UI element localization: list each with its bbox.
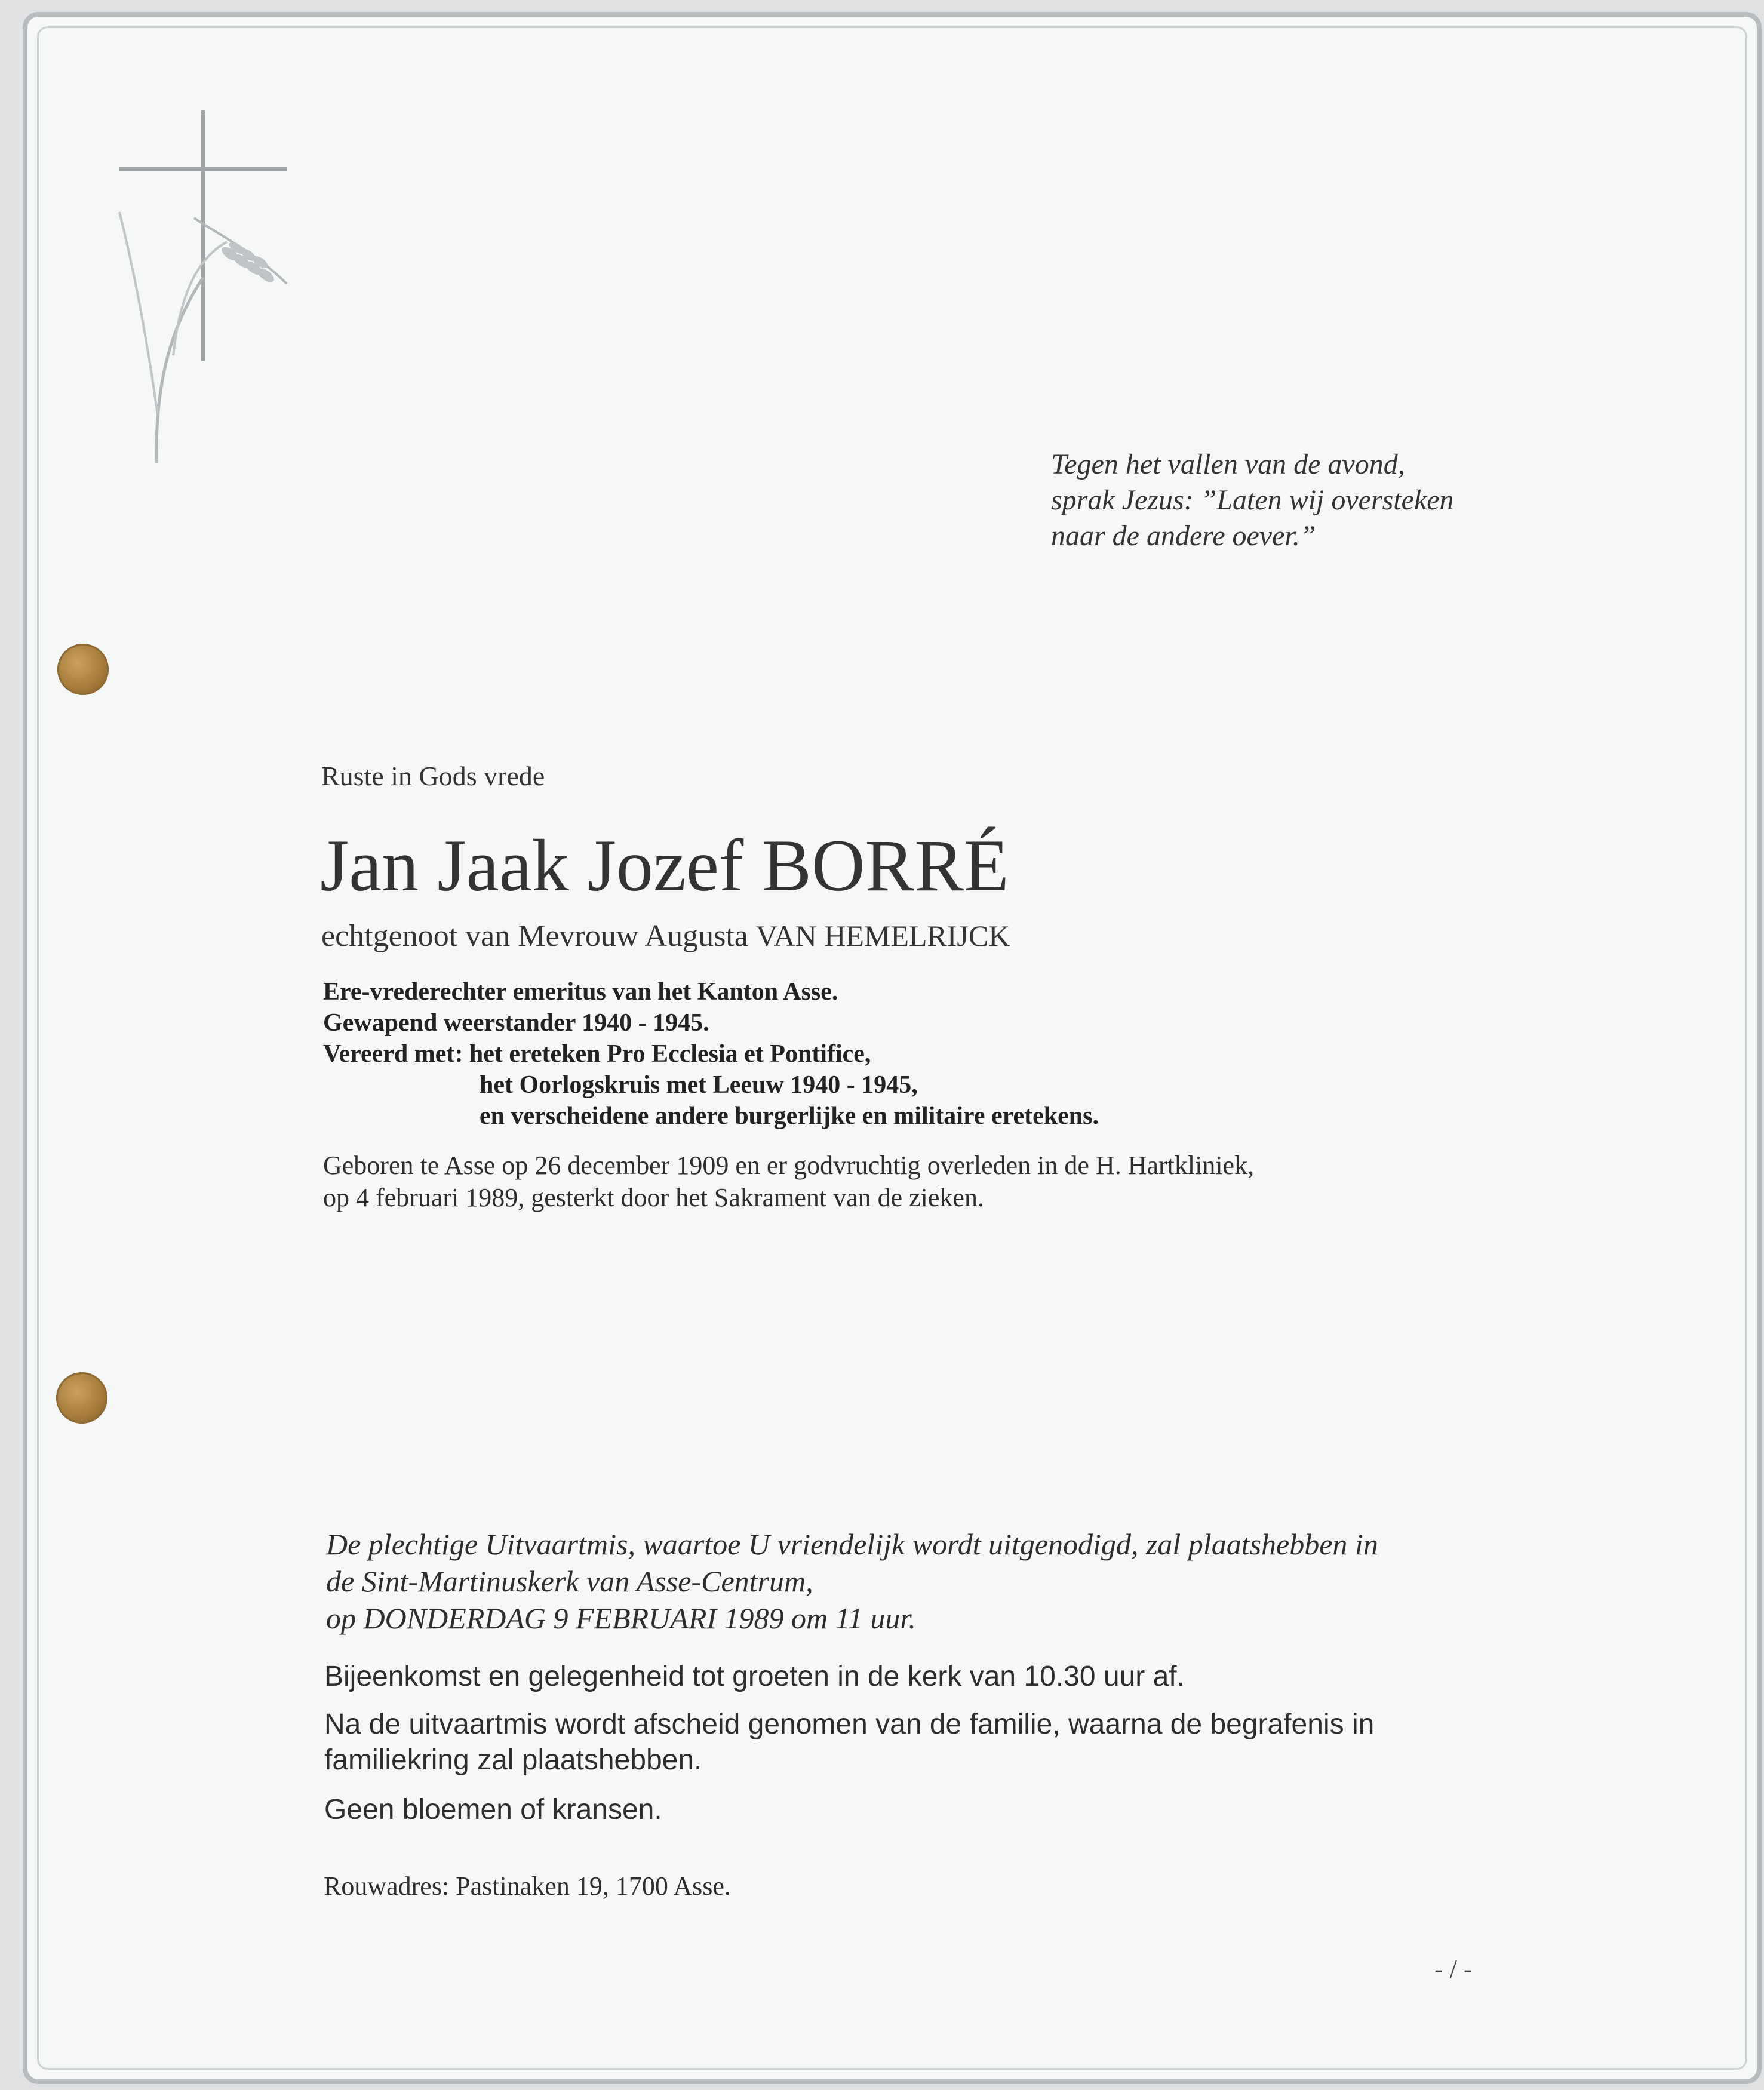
honor-line: Vereerd met: het ereteken Pro Ecclesia et Pontifice, bbox=[323, 1040, 871, 1068]
mass-line: De plechtige Uitvaartmis, waartoe U vriendelijk wordt uitgenodigd, zal plaatshebben in bbox=[326, 1527, 1378, 1561]
quote-line: naar de andere oever.” bbox=[1051, 520, 1316, 552]
honors-list bbox=[323, 976, 1099, 1132]
farewell-line: familiekring zal plaatshebben. bbox=[324, 1744, 702, 1776]
quote-line: sprak Jezus: ”Laten wij oversteken bbox=[1051, 484, 1454, 516]
honor-line: Ere-vrederechter emeritus van het Kanton Asse. bbox=[323, 978, 838, 1006]
farewell-text bbox=[324, 1707, 1374, 1778]
quote-line: Tegen het vallen van de avond, bbox=[1051, 448, 1405, 480]
rest-in-peace-text: Ruste in Gods vrede bbox=[321, 761, 545, 791]
punch-hole-bottom bbox=[56, 1372, 107, 1424]
birth-line: Geboren te Asse op 26 december 1909 en er godvruchtig overleden in de H. Hartkliniek, bbox=[323, 1151, 1255, 1180]
honor-line: het Oorlogskruis met Leeuw 1940 - 1945, bbox=[480, 1071, 918, 1099]
cross-wheat-icon bbox=[113, 105, 311, 475]
honor-line: en verscheidene andere burgerlijke en militaire eretekens. bbox=[480, 1102, 1099, 1130]
bible-quote bbox=[1051, 447, 1588, 554]
funeral-mass-notice bbox=[326, 1526, 1378, 1637]
spouse-prefix: echtgenoot van Mevrouw Augusta bbox=[321, 919, 748, 953]
birth-death-details bbox=[323, 1150, 1254, 1214]
birth-line: op 4 februari 1989, gesterkt door het Sakrament van de zieken. bbox=[323, 1183, 984, 1212]
mourning-address: Rouwadres: Pastinaken 19, 1700 Asse. bbox=[324, 1871, 731, 1901]
spouse-line bbox=[321, 918, 1010, 954]
mass-line: op DONDERDAG 9 FEBRUARI 1989 om 11 uur. bbox=[326, 1602, 916, 1635]
deceased-name: Jan Jaak Jozef BORRÉ bbox=[320, 825, 1009, 906]
gathering-text: Bijeenkomst en gelegenheid tot groeten in de kerk van 10.30 uur af. bbox=[324, 1661, 1185, 1692]
punch-hole-top bbox=[57, 644, 109, 695]
no-flowers-text: Geen bloemen of kransen. bbox=[324, 1794, 662, 1825]
farewell-line: Na de uitvaartmis wordt afscheid genomen van de familie, waarna de begrafenis in bbox=[324, 1708, 1375, 1740]
honor-line: Gewapend weerstander 1940 - 1945. bbox=[323, 1009, 709, 1037]
page-number: - / - bbox=[1434, 1954, 1473, 1984]
spouse-name: VAN HEMELRIJCK bbox=[755, 919, 1010, 952]
mass-line: de Sint-Martinuskerk van Asse-Centrum, bbox=[326, 1565, 813, 1598]
